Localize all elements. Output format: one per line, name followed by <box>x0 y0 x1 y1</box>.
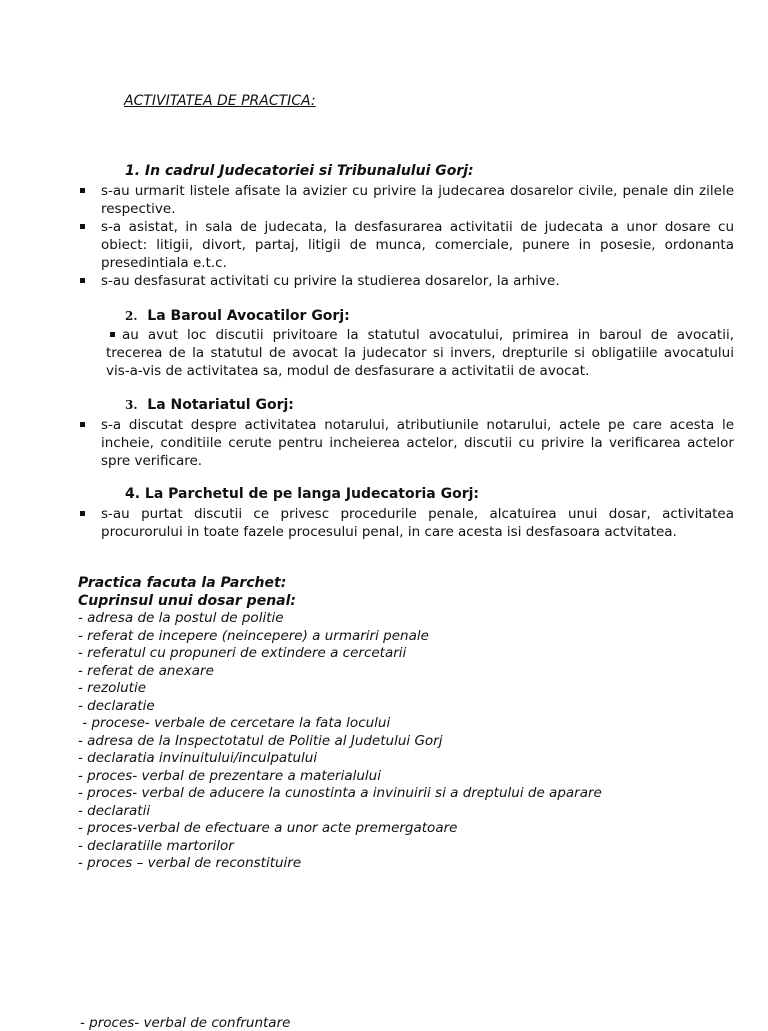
list-item: s-au purtat discutii ce privesc procedurile penale, alcatuirea unui dosar, activitatea procurorului in toate fazele procesului penal, in care acesta isi desfasoara actvitatea. <box>78 505 734 541</box>
list-item: - referat de anexare <box>78 662 214 679</box>
list-item: s-au desfasurat activitati cu privire la studierea dosarelor, la arhive. <box>78 272 734 290</box>
section-4-list <box>78 505 734 541</box>
list-item: s-a discutat despre activitatea notarului, atributiunile notarului, actele pe care acesta le incheie, conditiile cerute pentru incheierea actelor, discutii cu privire la verificarea actelor spre verificare. <box>78 416 734 470</box>
list-item: - proces- verbal de aducere la cunostinta a invinuirii si a dreptului de aparare <box>78 785 602 801</box>
section-1-heading: 1. In cadrul Judecatoriei si Tribunalului Gorj: <box>125 163 474 179</box>
list-item: - declaratiile martorilor <box>78 837 234 854</box>
practice-subheading: Cuprinsul unui dosar penal: <box>78 593 297 609</box>
list-item: - adresa de la postul de politie <box>78 610 284 626</box>
list-item: - referatul cu propuneri de extindere a cercetarii <box>78 645 407 661</box>
list-item: s-a asistat, in sala de judecata, la desfasurarea activitatii de judecata a unor dosare cu obiect: litigii, divort, partaj, litigii de munca, comerciale, punere in posesie, ordonanta presedintiala e.t.c. <box>78 218 734 272</box>
list-item: - rezolutie <box>78 680 147 696</box>
list-item: - referat de incepere (neincepere) a urmariri penale <box>78 627 429 644</box>
bullet-icon <box>110 332 115 337</box>
list-item: au avut loc discutii privitoare la statutul avocatului, primirea in baroul de avocatii, trecerea de la statutul de avocat la judecator si invers, drepturile si obligatiile avocatului vis-a-vis de activitatea sa, modul de desfasurare a activitatii de avocat. <box>106 327 734 379</box>
practice-heading: Practica facuta la Parchet: <box>78 575 287 591</box>
bullet-icon <box>80 278 85 283</box>
bullet-icon <box>80 422 85 427</box>
bullet-icon <box>80 224 85 229</box>
bullet-icon <box>80 511 85 516</box>
section-3-heading: 3. La Notariatul Gorj: <box>125 397 294 413</box>
list-item: - proces-verbal de efectuare a unor acte premergatoare <box>78 820 458 836</box>
document-title: ACTIVITATEA DE PRACTICA: <box>124 93 316 109</box>
section-1-list <box>78 182 734 290</box>
section-3-list <box>78 416 734 470</box>
list-item: - proces – verbal de reconstituire <box>78 855 302 871</box>
list-item: - declaratie <box>78 697 155 714</box>
dossier-contents-list <box>78 610 602 873</box>
section-4-heading: 4. La Parchetul de pe langa Judecatoria Gorj: <box>125 486 480 502</box>
cutoff-list-item: - proces- verbal de confruntare <box>80 1015 291 1031</box>
list-item: - procese- verbale de cercetare la fata locului <box>78 715 391 731</box>
list-item: - adresa de la Inspectotatul de Politie al Judetului Gorj <box>78 732 443 749</box>
bullet-icon <box>80 188 85 193</box>
list-item: - declaratia invinuitului/inculpatului <box>78 750 318 766</box>
section-2-list <box>106 326 734 380</box>
list-item: s-au urmarit listele afisate la avizier cu privire la judecarea dosarelor civile, penale din zilele respective. <box>78 182 734 218</box>
list-item: - proces- verbal de prezentare a materialului <box>78 767 381 784</box>
list-item: - declaratii <box>78 802 151 819</box>
section-2-heading: 2. La Baroul Avocatilor Gorj: <box>125 308 350 324</box>
